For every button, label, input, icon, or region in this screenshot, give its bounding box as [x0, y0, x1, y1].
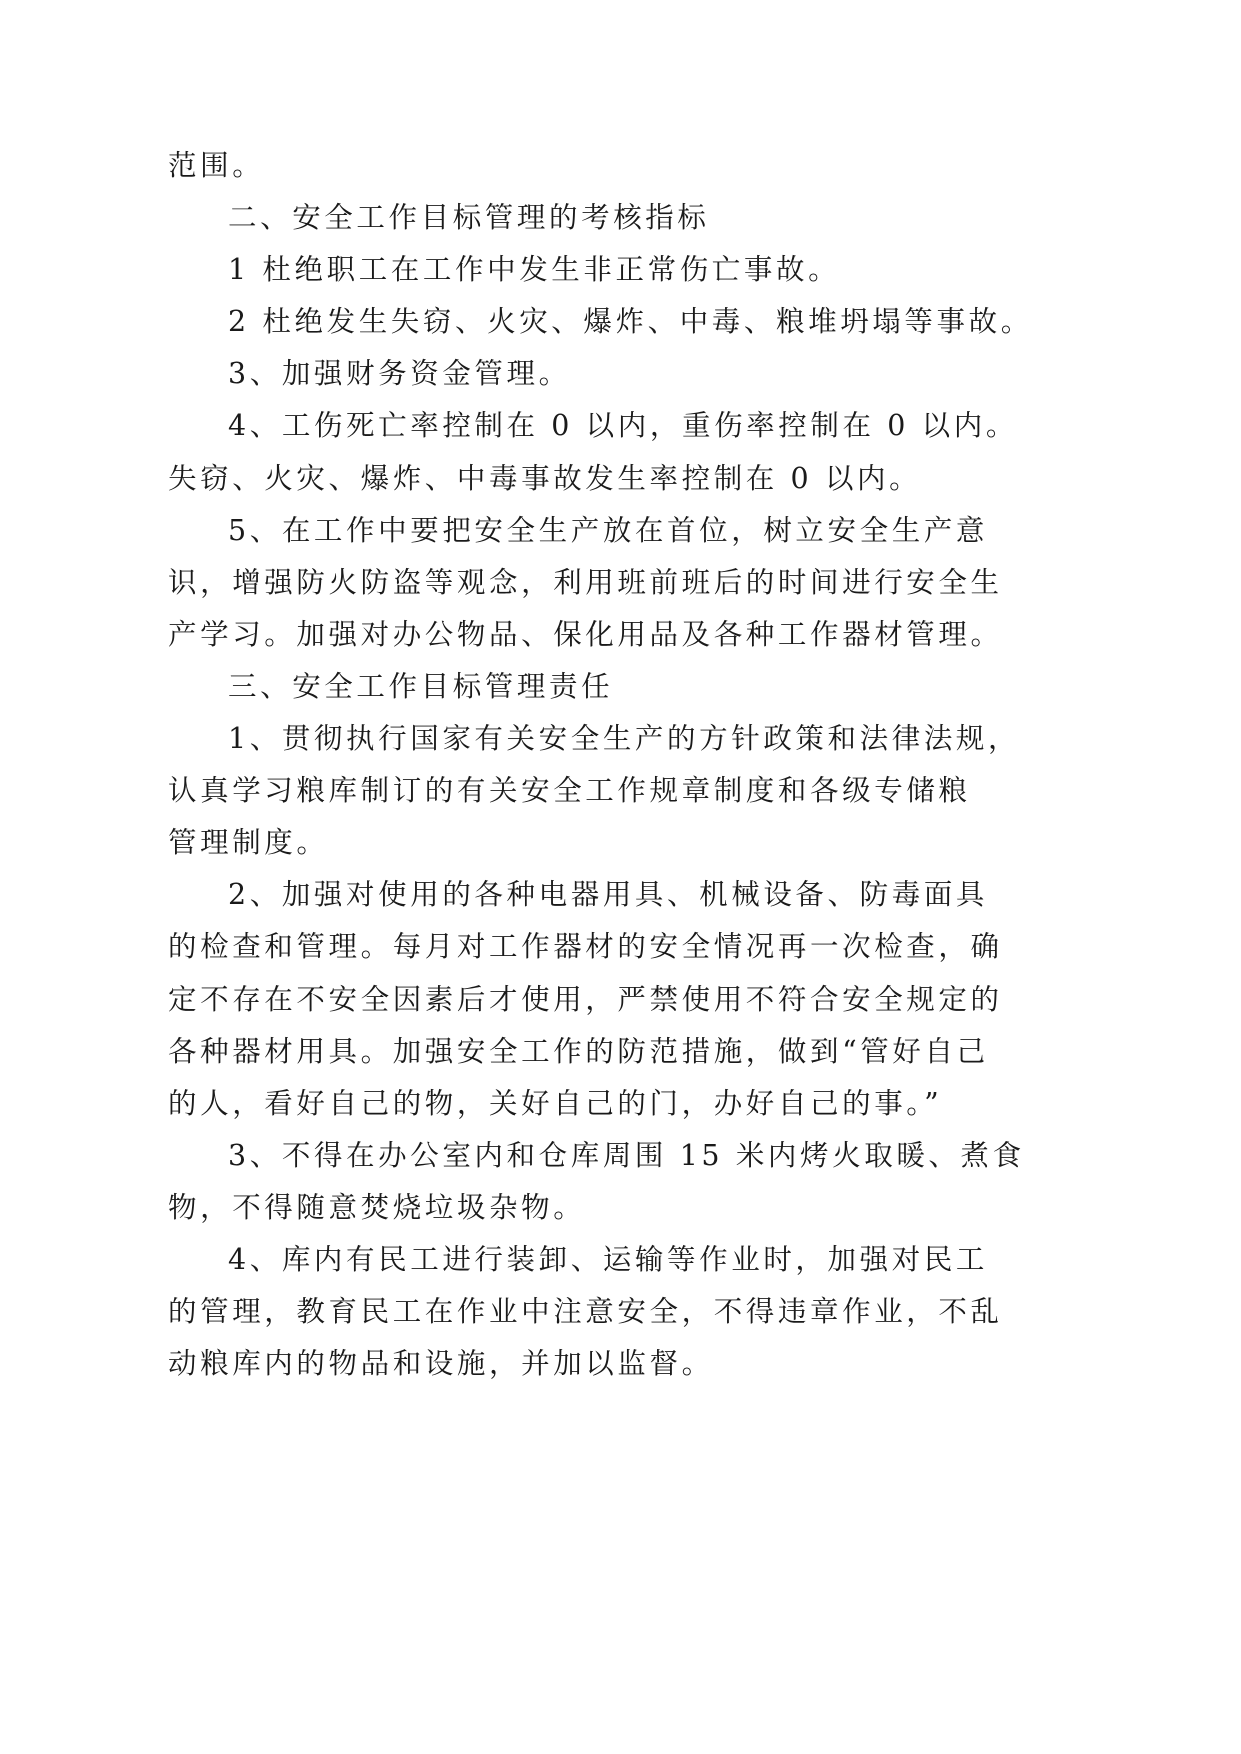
- text-line: 的人，看好自己的物，关好自己的门，办好自己的事。”: [168, 1086, 943, 1120]
- text-line: 3、加强财务资金管理。: [228, 357, 571, 391]
- text-line: 的管理，教育民工在作业中注意安全，不得违章作业，不乱: [168, 1295, 1003, 1329]
- section-heading: 三、安全工作目标管理责任: [228, 669, 614, 703]
- text-line: 产学习。加强对办公物品、保化用品及各种工作器材管理。: [168, 617, 1003, 651]
- text-line: 范围。: [168, 149, 265, 182]
- text-line: 3、不得在办公室内和仓库周围 15 米内烤火取暖、煮食: [228, 1138, 1025, 1172]
- text-line: 1、贯彻执行国家有关安全生产的方针政策和法律法规，: [228, 722, 1021, 756]
- section-heading: 二、安全工作目标管理的考核指标: [228, 201, 710, 235]
- text-line: 5、在工作中要把安全生产放在首位，树立安全生产意: [228, 513, 989, 547]
- text-line: 定不存在不安全因素后才使用，严禁使用不符合安全规定的: [168, 982, 1003, 1016]
- text-line: 4、工伤死亡率控制在 0 以内，重伤率控制在 0 以内。: [228, 409, 1018, 443]
- text-line: 2 杜绝发生失窃、火灾、爆炸、中毒、粮堆坍塌等事故。: [228, 305, 1033, 339]
- text-line: 各种器材用具。加强安全工作的防范措施，做到“管好自己: [168, 1034, 989, 1068]
- text-line: 失窃、火灾、爆炸、中毒事故发生率控制在 0 以内。: [168, 461, 922, 495]
- text-line: 识，增强防火防盗等观念，利用班前班后的时间进行安全生: [168, 565, 1003, 599]
- text-line: 4、库内有民工进行装卸、运输等作业时，加强对民工: [228, 1242, 989, 1276]
- text-line: 物，不得随意焚烧垃圾杂物。: [168, 1190, 586, 1224]
- text-line: 的检查和管理。每月对工作器材的安全情况再一次检查，确: [168, 930, 1003, 964]
- text-line: 1 杜绝职工在工作中发生非正常伤亡事故。: [228, 253, 841, 287]
- text-line: 认真学习粮库制订的有关安全工作规章制度和各级专储粮: [168, 774, 971, 808]
- text-line: 管理制度。: [168, 826, 329, 860]
- text-line: 2、加强对使用的各种电器用具、机械设备、防毒面具: [228, 878, 989, 912]
- text-line: 动粮库内的物品和设施，并加以监督。: [168, 1347, 714, 1381]
- body-text: [168, 140, 1033, 1390]
